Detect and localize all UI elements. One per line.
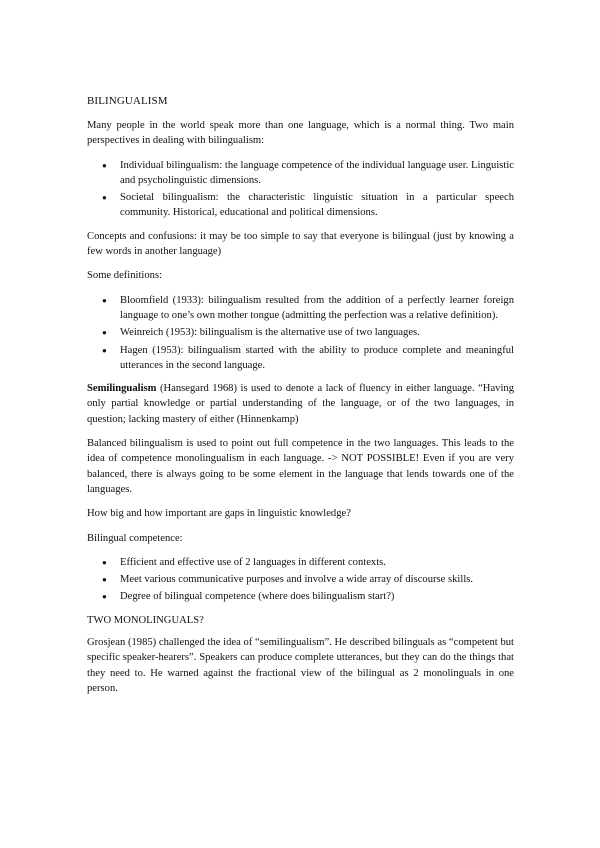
list-item bbox=[87, 589, 514, 604]
grosjean-paragraph: Grosjean (1985) challenged the idea of “semilingualism”. He described bilinguals as “competent but specific speaker-hearers”. Speakers can produce complete utterances, but they can do the things that they need to. He warned against the fractional view of the bilingual as 2 monolinguals in one person. bbox=[87, 637, 514, 694]
list-item bbox=[87, 555, 514, 570]
list-item bbox=[87, 190, 514, 221]
definitions-list bbox=[87, 293, 514, 373]
list-item-text: Efficient and effective use of 2 languages in different contexts. bbox=[120, 556, 386, 568]
bullet-icon: ● bbox=[102, 575, 107, 585]
page-title: BILINGUALISM bbox=[87, 95, 168, 107]
competence-list bbox=[87, 555, 514, 605]
bullet-icon: ● bbox=[102, 328, 107, 338]
definitions-label: Some definitions: bbox=[87, 270, 163, 282]
semilingualism-term: Semilingualism bbox=[87, 383, 157, 395]
balanced-paragraph: Balanced bilingualism is used to point out full competence in the two languages. This leads to the idea of competence monolingualism in each language. -> NOT POSSIBLE! Even if you are very balanced, there is always going to be some element in the language that lends towards one of the languages. bbox=[87, 438, 514, 495]
list-item-text: Societal bilingualism: the characteristic linguistic situation in a particular speech community. Historical, educational and political dimensions. bbox=[120, 192, 514, 219]
bullet-icon: ● bbox=[102, 193, 107, 203]
list-item-text: Weinreich (1953): bilingualism is the alternative use of two languages. bbox=[120, 327, 420, 339]
list-item-text: Bloomfield (1933): bilingualism resulted from the addition of a perfectly learner foreign language to one’s own mother tongue (admitting the perfection was a relative definition). bbox=[120, 294, 514, 321]
list-item bbox=[87, 158, 514, 189]
list-item-text: Degree of bilingual competence (where does bilingualism start?) bbox=[120, 591, 395, 603]
list-item-text: Meet various communicative purposes and involve a wide array of discourse skills. bbox=[120, 574, 474, 586]
bullet-icon: ● bbox=[102, 557, 107, 567]
list-item-text: Hagen (1953): bilingualism started with the ability to produce complete and meaningful utterances in the second language. bbox=[120, 344, 514, 371]
semilingualism-text: (Hansegard 1968) is used to denote a lack of fluency in either language. “Having only partial knowledge or partial understanding of the language, or of the two languages, in question; lacking mastery of either (Hinnenkamp) bbox=[87, 383, 514, 425]
concepts-paragraph: Concepts and confusions: it may be too simple to say that everyone is bilingual (just by knowing a few words in another language) bbox=[87, 230, 514, 258]
list-item bbox=[87, 572, 514, 587]
document-body bbox=[87, 94, 514, 705]
list-item bbox=[87, 343, 514, 374]
list-item bbox=[87, 325, 514, 340]
perspectives-list bbox=[87, 158, 514, 221]
question-paragraph: How big and how important are gaps in linguistic knowledge? bbox=[87, 508, 351, 520]
list-item-text: Individual bilingualism: the language competence of the individual language user. Linguistic and psycholinguistic dimensions. bbox=[120, 159, 514, 186]
competence-label: Bilingual competence: bbox=[87, 532, 183, 544]
bullet-icon: ● bbox=[102, 160, 107, 170]
semilingualism-paragraph bbox=[87, 381, 514, 427]
bullet-icon: ● bbox=[102, 345, 107, 355]
bullet-icon: ● bbox=[102, 295, 107, 305]
bullet-icon: ● bbox=[102, 592, 107, 602]
list-item bbox=[87, 293, 514, 324]
intro-paragraph: Many people in the world speak more than one language, which is a normal thing. Two main perspectives in dealing with bilingualism: bbox=[87, 120, 514, 147]
section-heading: TWO MONOLINGUALS? bbox=[87, 614, 204, 626]
